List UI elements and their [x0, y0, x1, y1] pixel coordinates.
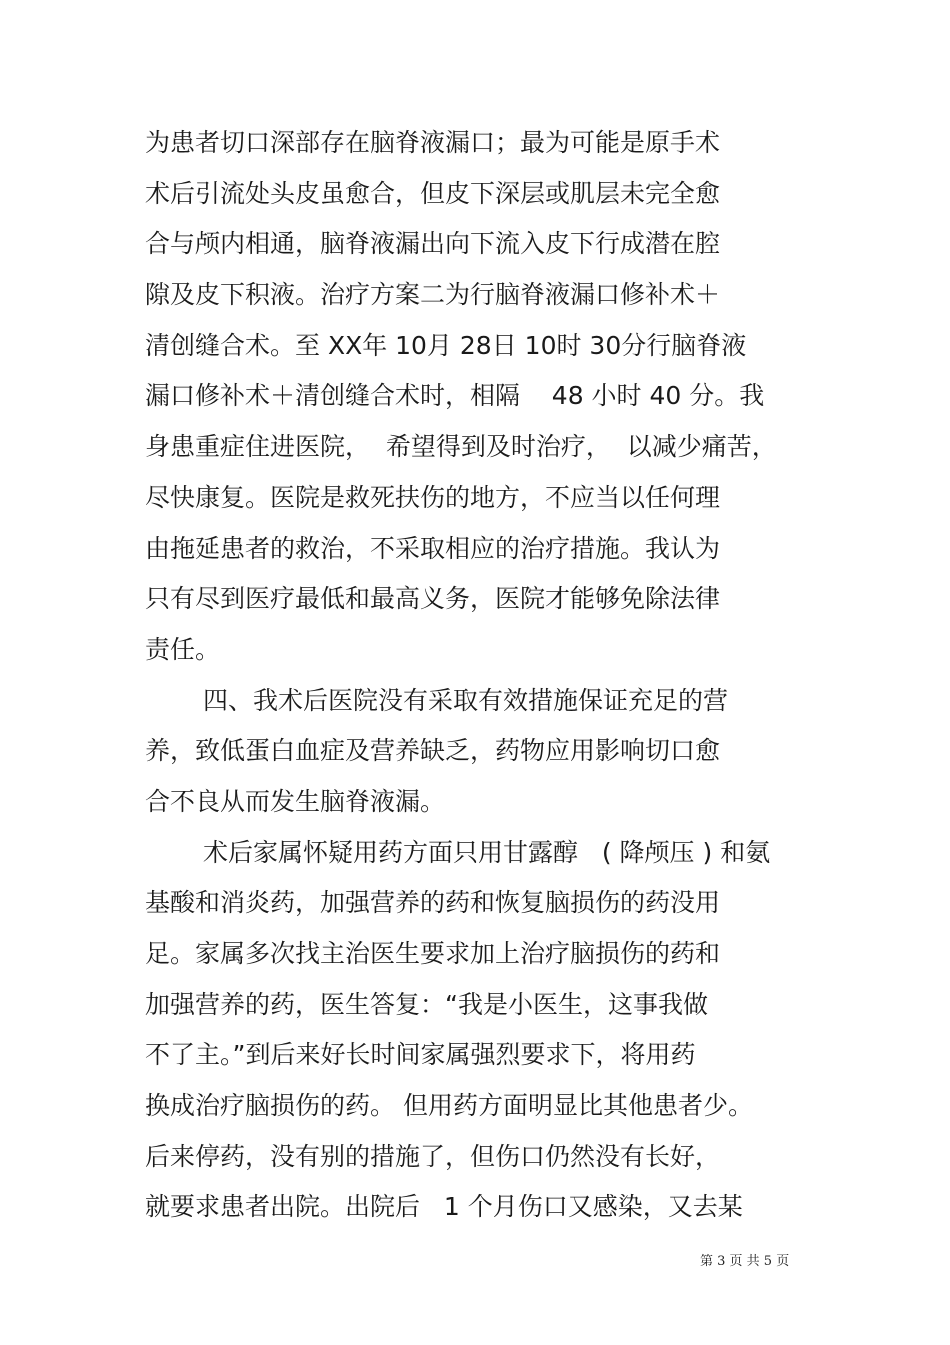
text-line: 合与颅内相通，脑脊液漏出向下流入皮下行成潜在腔 — [145, 229, 721, 259]
page-number-footer: 第 3 页 共 5 页 — [700, 1254, 790, 1269]
text-line: 养，致低蛋白血症及营养缺乏，药物应用影响切口愈 — [145, 736, 721, 766]
text-line: 后来停药，没有别的措施了，但伤口仍然没有长好， — [145, 1141, 721, 1171]
text-line: 责任。 — [145, 634, 221, 664]
text-line: 加强营养的药，医生答复：“我是小医生，这事我做 — [145, 989, 708, 1019]
text-line: 就要求患者出院。出院后 1 个月伤口又感染，又去某 — [145, 1192, 743, 1222]
text-line: 尽快康复。医院是救死扶伤的地方，不应当以任何理 — [145, 482, 721, 512]
text-line: 不了主。”到后来好长时间家属强烈要求下，将用药 — [145, 1040, 696, 1070]
text-line: 术后引流处头皮虽愈合，但皮下深层或肌层未完全愈 — [145, 178, 721, 208]
text-line: 清创缝合术。至 XX年 10月 28日 10时 30分行脑脊液 — [145, 330, 747, 360]
text-line: 身患重症住进医院， 希望得到及时治疗， 以减少痛苦， — [145, 432, 777, 462]
document-body — [145, 118, 825, 1233]
text-line: 只有尽到医疗最低和最高义务，医院才能够免除法律 — [145, 584, 721, 614]
text-line: 术后家属怀疑用药方面只用甘露醇 ( 降颅压 ) 和氨 — [203, 837, 771, 867]
text-line: 四、我术后医院没有采取有效措施保证充足的营 — [203, 685, 729, 715]
text-line: 足。家属多次找主治医生要求加上治疗脑损伤的药和 — [145, 939, 721, 968]
text-line: 为患者切口深部存在脑脊液漏口；最为可能是原手术 — [145, 128, 721, 157]
text-line: 漏口修补术＋清创缝合术时，相隔 48 小时 40 分。我 — [145, 381, 765, 411]
text-line: 换成治疗脑损伤的药。 但用药方面明显比其他患者少。 — [145, 1091, 753, 1121]
text-line: 隙及皮下积液。治疗方案二为行脑脊液漏口修补术＋ — [145, 280, 721, 310]
text-line: 由拖延患者的救治，不采取相应的治疗措施。我认为 — [145, 533, 721, 563]
text-line: 合不良从而发生脑脊液漏。 — [145, 786, 446, 816]
text-line: 基酸和消炎药，加强营养的药和恢复脑损伤的药没用 — [145, 888, 721, 918]
